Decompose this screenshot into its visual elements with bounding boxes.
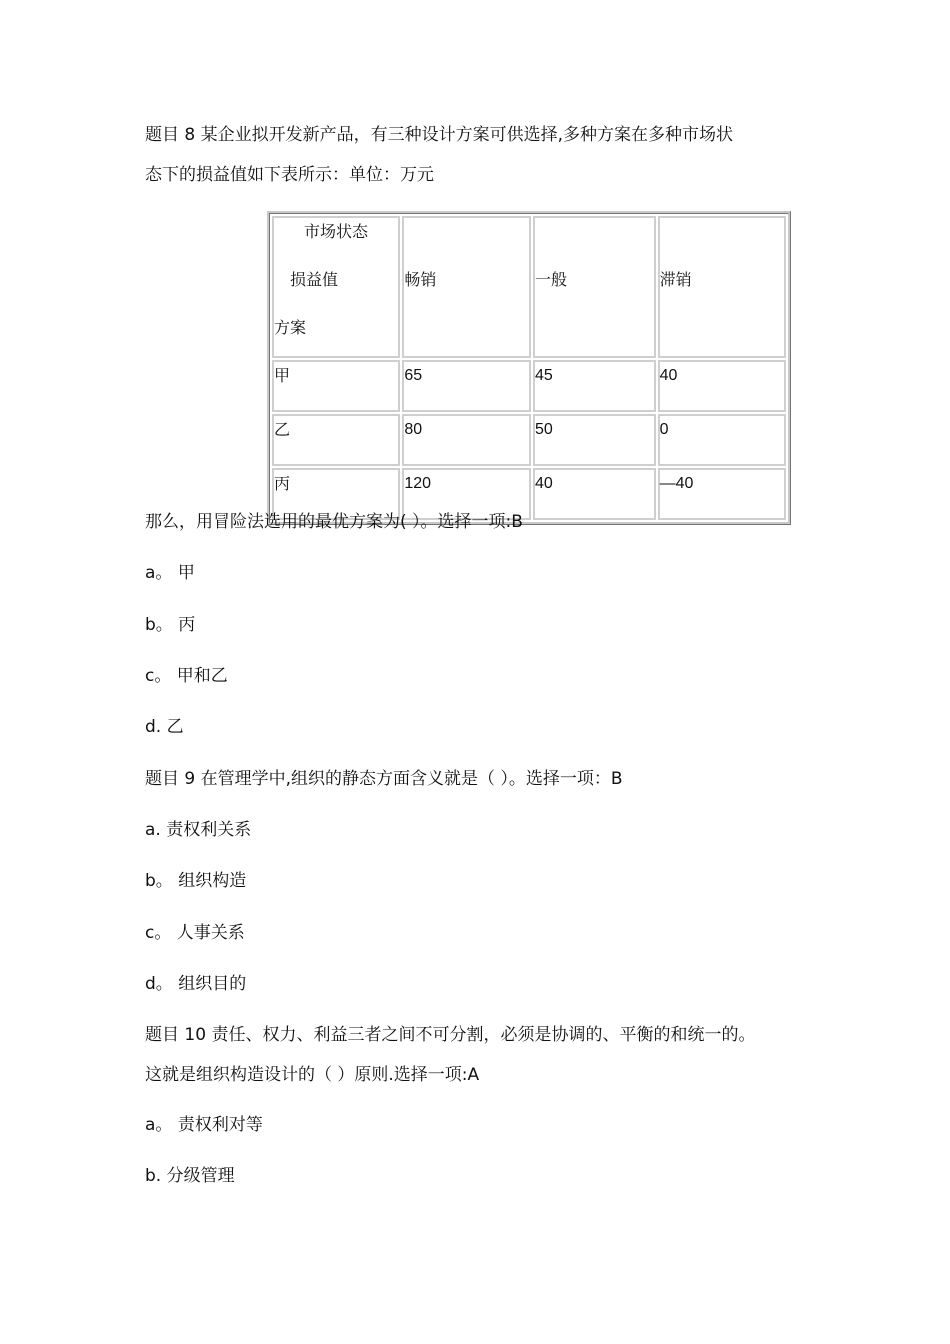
corner-label-plan: 方案 bbox=[274, 318, 307, 337]
table-header-row bbox=[272, 216, 786, 358]
q8-option-c: c。 甲和乙 bbox=[145, 666, 228, 686]
table-row bbox=[272, 414, 786, 466]
q8-option-b: b。 丙 bbox=[145, 615, 196, 635]
q9-option-d: d。 组织目的 bbox=[145, 974, 247, 994]
q9-option-b: b。 组织构造 bbox=[145, 871, 247, 891]
table-cell: 50 bbox=[533, 414, 656, 466]
q8-text-line-1: 题目 8 某企业拟开发新产品，有三种设计方案可供选择,多种方案在多种市场状 bbox=[145, 125, 734, 145]
table-cell: 65 bbox=[402, 360, 531, 412]
table-cell: 40 bbox=[533, 468, 656, 520]
table-corner-cell bbox=[272, 216, 400, 358]
q8-option-a: a。 甲 bbox=[145, 563, 195, 583]
q8-option-d: d. 乙 bbox=[145, 717, 184, 737]
row-label: 乙 bbox=[272, 414, 400, 466]
table-cell: 80 bbox=[402, 414, 531, 466]
q10-option-b: b. 分级管理 bbox=[145, 1166, 235, 1186]
row-label: 丙 bbox=[272, 468, 400, 520]
q9-option-a: a. 责权利关系 bbox=[145, 820, 252, 840]
q10-option-a: a。 责权利对等 bbox=[145, 1115, 263, 1135]
corner-label-payoff: 损益值 bbox=[290, 270, 339, 289]
q8-question: 那么，用冒险法选用的最优方案为( ）。选择一项:B bbox=[145, 512, 523, 532]
table-row bbox=[272, 360, 786, 412]
corner-label-market-state: 市场状态 bbox=[304, 222, 369, 241]
table-cell: —40 bbox=[658, 468, 786, 520]
table-cell: 0 bbox=[658, 414, 786, 466]
table-cell: 45 bbox=[533, 360, 656, 412]
row-label: 甲 bbox=[272, 360, 400, 412]
column-header: 滞销 bbox=[658, 216, 786, 358]
q10-text-line-2: 这就是组织构造设计的（ ）原则.选择一项:A bbox=[145, 1065, 480, 1085]
payoff-table bbox=[267, 211, 791, 525]
column-header: 畅销 bbox=[402, 216, 531, 358]
column-header: 一般 bbox=[533, 216, 656, 358]
q9-question: 题目 9 在管理学中,组织的静态方面含义就是（ ）。选择一项：B bbox=[145, 769, 623, 789]
table-cell: 120 bbox=[402, 468, 531, 520]
q10-text-line-1: 题目 10 责任、权力、利益三者之间不可分割，必须是协调的、平衡的和统一的。 bbox=[145, 1025, 756, 1045]
q9-option-c: c。 人事关系 bbox=[145, 923, 245, 943]
table-cell: 40 bbox=[658, 360, 786, 412]
q8-text-line-2: 态下的损益值如下表所示：单位：万元 bbox=[145, 165, 434, 185]
